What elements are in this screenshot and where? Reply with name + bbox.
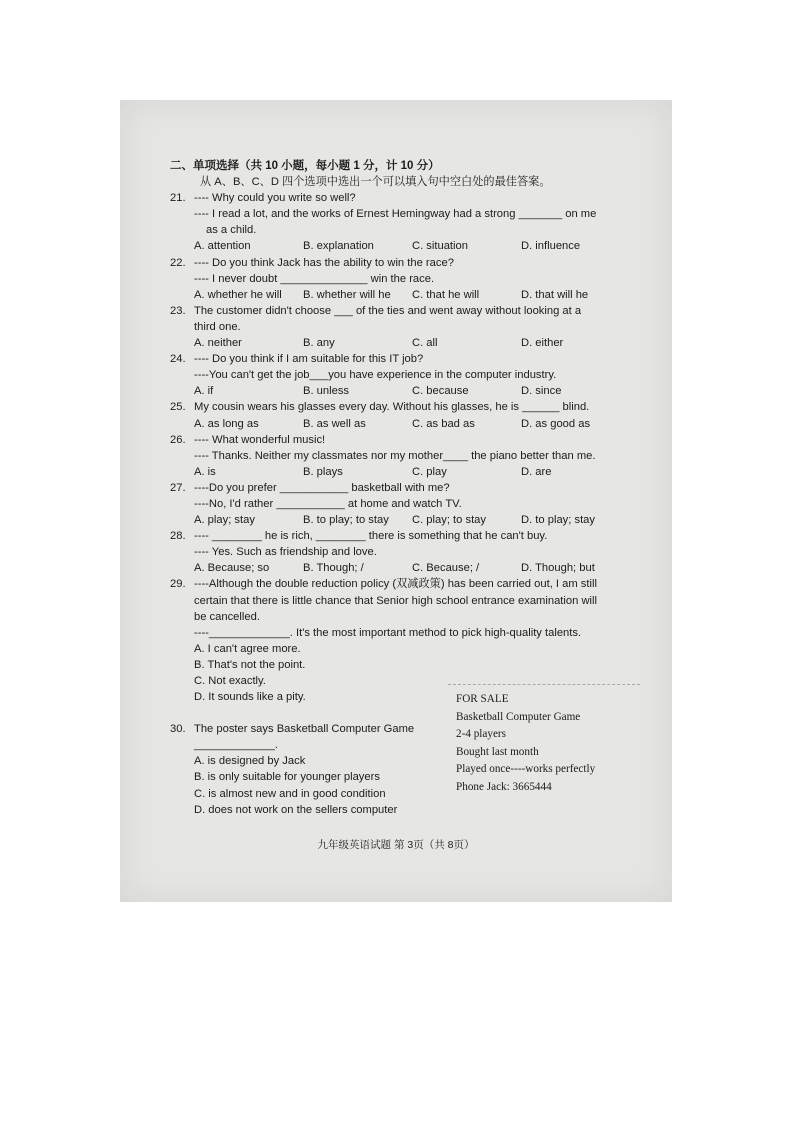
question-line: as a child. [206,224,257,237]
option-c: C. as bad as [412,417,475,430]
question-number: 30. [170,723,186,736]
option-a: A. whether he will [194,288,282,301]
question-number: 27. [170,481,186,494]
question-line: ----Although the double reduction policy (双减政策) has been carried out, I am still [194,578,597,591]
poster-line: Played once----works perfectly [456,763,596,775]
option-b: B. to play; to stay [303,514,389,527]
question-line: The customer didn't choose ___ of the ties and went away without looking at a [194,304,582,317]
question-line: certain that there is little chance that Senior high school entrance examination will [194,594,597,607]
option-a: A. neither [194,337,242,350]
exam-page [120,100,672,902]
question-line: ---- Yes. Such as friendship and love. [194,546,377,559]
option-b: B. any [303,337,335,350]
option-c: C. play [412,465,447,478]
question-line: be cancelled. [194,610,260,623]
question-line: ---- I read a lot, and the works of Ernest Hemingway had a strong _______ on me [194,208,597,221]
option-c: C. Because; / [412,562,480,575]
option-b: B. as well as [303,417,366,430]
poster-line: 2-4 players [456,728,507,740]
options-row [170,287,630,303]
poster-heading: FOR SALE [456,693,509,705]
question-blank: _____________. [194,739,278,752]
options-row [170,383,630,399]
question-line: ----You can't get the job___you have experience in the computer industry. [194,369,557,382]
question-number: 29. [170,578,186,591]
question-line: ---- Thanks. Neither my classmates nor my mother____ the piano better than me. [194,449,596,462]
question-21 [170,190,630,254]
option-a: A. is [194,465,216,478]
options-row [170,335,630,351]
option-b: B. whether will he [303,288,391,301]
question-25 [170,399,630,431]
question-23 [170,303,630,351]
option-c: C. situation [412,240,468,253]
option-d: D. as good as [521,417,591,430]
question-number: 22. [170,256,186,269]
option-b: B. unless [303,385,350,398]
page-footer: 九年级英语试题 第 3页（共 8页） [317,839,475,851]
question-line: ---- Do you think if I am suitable for this IT job? [194,353,424,366]
question-27 [170,480,630,528]
question-number: 21. [170,192,186,205]
option-a: A. attention [194,240,251,253]
option-d: D. does not work on the sellers computer [194,803,398,816]
question-line: My cousin wears his glasses every day. Without his glasses, he is ______ blind. [194,401,590,414]
question-number: 26. [170,433,186,446]
question-line: ----No, I'd rather ___________ at home and watch TV. [194,497,462,510]
question-line: third one. [194,320,241,333]
poster-line: Phone Jack: 3665444 [456,780,552,793]
option-d: D. to play; stay [521,514,595,527]
question-line: ---- What wonderful music! [194,433,326,446]
section-title: 二、单项选择（共 10 小题，每小题 1 分，计 10 分） [170,160,440,172]
option-c: C. Not exactly. [194,675,266,687]
option-d: D. that will he [521,288,589,301]
question-24 [170,351,630,399]
question-stem: The poster says Basketball Computer Game [194,723,415,736]
question-line: ---- I never doubt ______________ win the race. [194,272,435,285]
question-number: 25. [170,401,186,414]
option-a: A. play; stay [194,514,255,527]
question-line: ---- Do you think Jack has the ability to win the race? [194,256,454,269]
option-a: A. is designed by Jack [194,755,306,768]
option-a: A. Because; so [194,562,270,575]
option-a: A. as long as [194,417,259,430]
question-22 [170,255,630,303]
options-row [170,512,630,528]
question-number: 24. [170,353,186,366]
option-c: C. is almost new and in good condition [194,787,386,800]
option-d: D. influence [521,240,581,253]
option-c: C. play; to stay [412,514,486,527]
options-row [170,416,630,432]
option-c: C. because [412,385,469,398]
option-d: D. Though; but [521,562,595,575]
options-row [170,560,630,576]
question-number: 23. [170,304,186,317]
question-number: 28. [170,530,186,543]
question-28 [170,528,630,576]
option-b: B. Though; / [303,562,364,575]
option-d: D. since [521,385,562,398]
option-b: B. explanation [303,240,374,253]
poster-line: Basketball Computer Game [456,710,581,723]
question-line: ---- ________ he is rich, ________ there is something that he can't buy. [194,530,548,543]
question-26 [170,432,630,480]
option-b: B. is only suitable for younger players [194,771,380,784]
question-line: ----Do you prefer ___________ basketball with me? [194,481,450,494]
option-c: C. that he will [412,288,480,301]
option-a: A. if [194,385,214,398]
options-row [170,464,630,480]
option-d: D. are [521,465,552,478]
poster-line: Bought last month [456,745,539,758]
question-line: ---- Why could you write so well? [194,192,356,205]
option-b: B. That's not the point. [194,658,306,671]
option-c: C. all [412,337,438,350]
option-b: B. plays [303,465,343,478]
question-line: ----_____________. It's the most important method to pick high-quality talents. [194,626,582,639]
sale-poster [450,685,644,809]
options-row [170,238,630,254]
option-a: A. I can't agree more. [194,642,301,655]
section-instruction: 从 A、B、C、D 四个选项中选出一个可以填入句中空白处的最佳答案。 [200,176,551,189]
option-d: D. either [521,337,564,350]
option-d: D. It sounds like a pity. [194,691,306,704]
